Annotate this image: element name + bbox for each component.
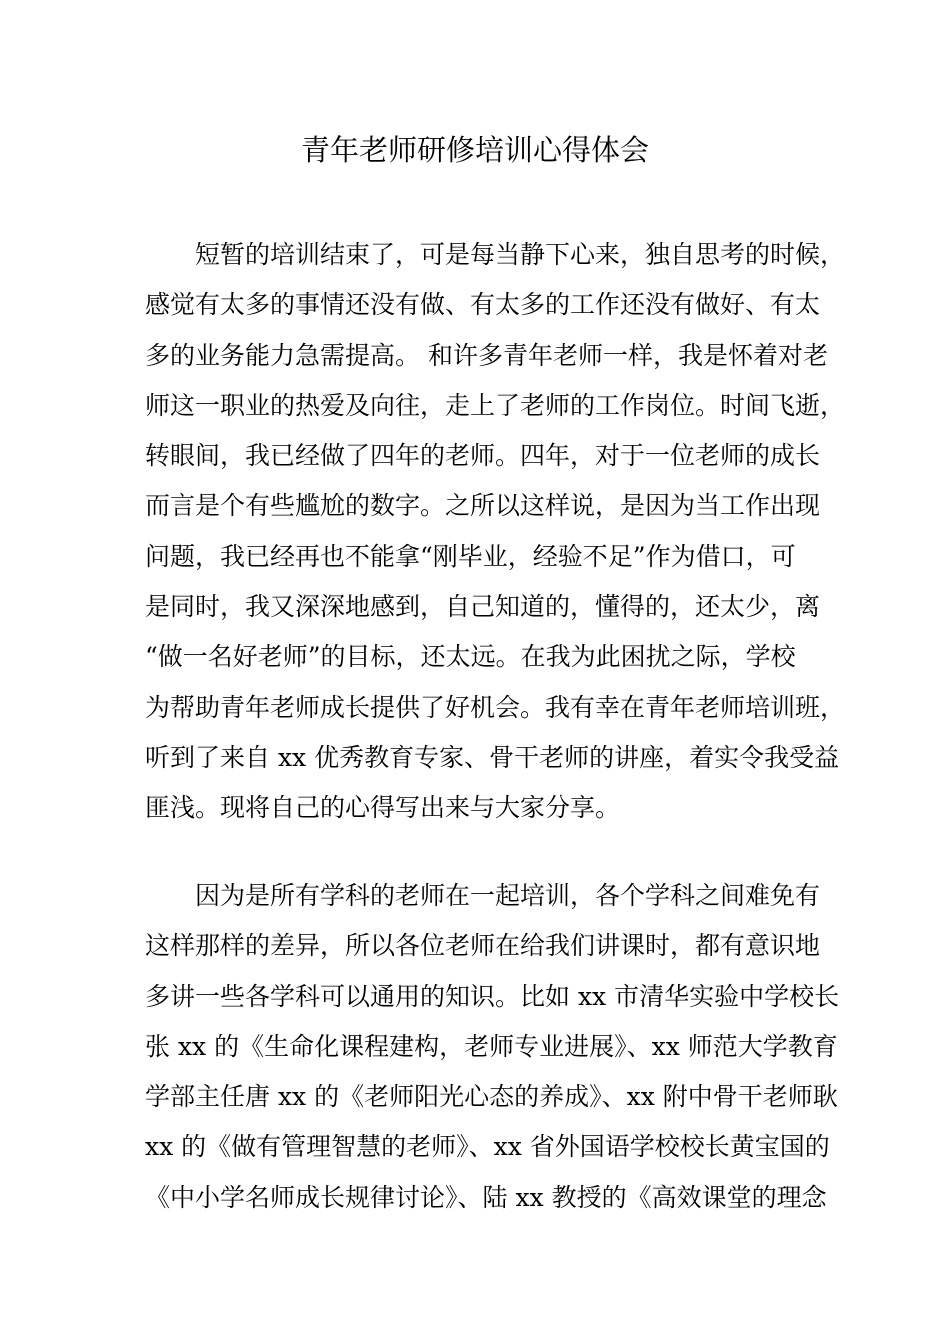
paragraph-line: 多的业务能力急需提高。 和许多青年老师一样，我是怀着对老 [145, 340, 828, 370]
paragraph-line: 短暂的培训结束了，可是每当静下心来，独自思考的时候， [195, 240, 846, 269]
paragraph-line: 感觉有太多的事情还没有做、有太多的工作还没有做好、有太 [145, 290, 821, 320]
paragraph-line: 张 xx 的《生命化课程建构，老师专业进展》、xx 师范大学教育 [145, 1031, 838, 1061]
paragraph-2 [145, 871, 840, 1223]
paragraph-line: 师这一职业的热爱及向往，走上了老师的工作岗位。时间飞逝， [145, 390, 846, 420]
paragraph-line: 为帮助青年老师成长提供了好机会。我有幸在青年老师培训班， [145, 692, 846, 722]
paragraph-line: 多讲一些各学科可以通用的知识。比如 xx 市清华实验中学校长 [145, 981, 840, 1011]
paragraph-line: 听到了来自 xx 优秀教育专家、骨干老师的讲座，着实令我受益 [145, 742, 840, 772]
paragraph-line: 是同时，我又深深地感到，自己知道的，懂得的，还太少，离 [145, 592, 821, 622]
paragraph-line: 学部主任唐 xx 的《老师阳光心态的养成》、xx 附中骨干老师耿 [145, 1082, 838, 1112]
paragraph-line: xx 的《做有管理智慧的老师》、xx 省外国语学校校长黄宝国的 [145, 1132, 830, 1162]
paragraph-line: 因为是所有学科的老师在一起培训，各个学科之间难免有 [195, 881, 821, 910]
paragraph-line: 这样那样的差异，所以各位老师在给我们讲课时，都有意识地 [145, 931, 821, 961]
paragraph-line: 《中小学名师成长规律讨论》、陆 xx 教授的《高效课堂的理念 [145, 1182, 827, 1212]
paragraph-line: 匪浅。现将自己的心得写出来与大家分享。 [145, 793, 621, 823]
document-title: 青年老师研修培训心得体会 [300, 133, 649, 167]
paragraph-line: 问题，我已经再也不能拿“刚毕业，经验不足”作为借口，可 [145, 541, 796, 571]
paragraph-1 [145, 230, 846, 834]
paragraph-line: 转眼间，我已经做了四年的老师。四年，对于一位老师的成长 [145, 441, 821, 471]
paragraph-line: “做一名好老师”的目标，还太远。在我为此困扰之际，学校 [145, 642, 796, 672]
paragraph-line: 而言是个有些尴尬的数字。之所以这样说，是因为当工作出现 [145, 491, 821, 521]
